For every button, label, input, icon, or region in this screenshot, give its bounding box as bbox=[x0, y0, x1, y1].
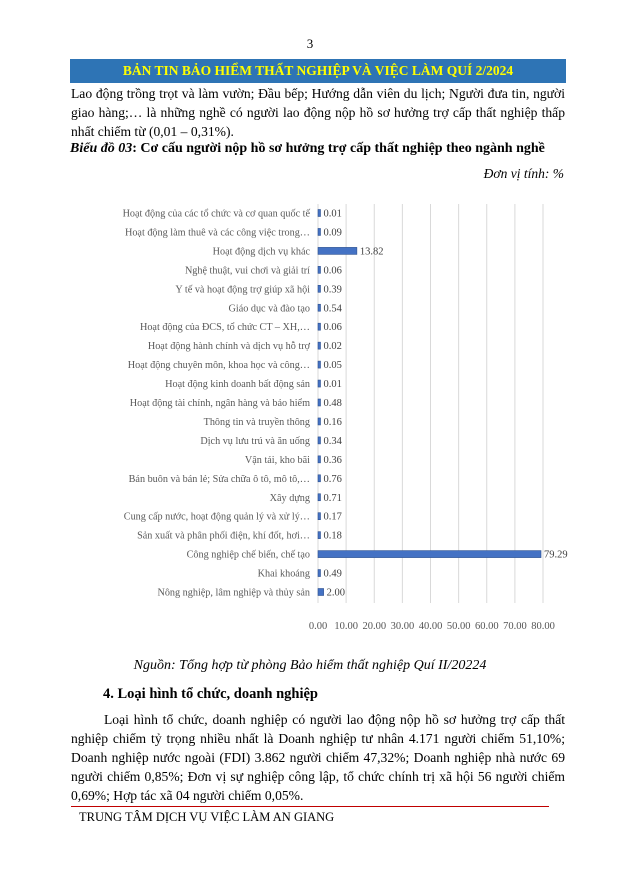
bar bbox=[318, 228, 321, 235]
data-label: 0.34 bbox=[323, 435, 342, 447]
x-tick-label: 0.00 bbox=[308, 621, 328, 632]
data-label: 0.71 bbox=[323, 492, 342, 504]
x-tick-label: 20.00 bbox=[362, 621, 387, 632]
body-paragraph: Loại hình tổ chức, doanh nghiệp có người lao động nộp hồ sơ hưởng trợ cấp thất nghiệp chiếm tỷ trọng nhiều nhất là Doanh nghiệp tư nhân 4.171 người chiếm 51,10%; Doanh nghiệp nước ngoài (FDI) 3.862 người chiếm 47,32%; Doanh nghiệp nhà nước 69 người chiếm 0,85%; Đơn vị sự nghiệp công lập, tổ chức chính trị xã hội 56 người chiếm 0,69%; Hợp tác xã 04 người chiếm 0,05%. bbox=[71, 712, 565, 803]
x-tick-label: 30.00 bbox=[390, 621, 415, 632]
category-label: Hoạt động của các tổ chức và cơ quan quốc tế bbox=[122, 208, 310, 220]
bar bbox=[318, 210, 321, 217]
data-label: 0.09 bbox=[323, 227, 342, 239]
category-label: Hoạt động tài chính, ngân hàng và bảo hiểm bbox=[129, 398, 310, 409]
bar bbox=[318, 285, 321, 292]
category-label: Vận tải, kho bãi bbox=[244, 454, 310, 466]
intro-paragraph: Lao động trồng trọt và làm vườn; Đầu bếp; Hướng dẫn viên du lịch; Người đưa tin, người giao hàng;… là những nghề có người lao động nộp hồ sơ hưởng trợ cấp thất nghiệp thấp nhất chiếm từ (0,01 – 0,31%). bbox=[71, 86, 565, 139]
category-label: Y tế và hoạt động trợ giúp xã hội bbox=[175, 284, 310, 296]
bar bbox=[318, 418, 321, 425]
category-label: Hoạt động dịch vụ khác bbox=[212, 246, 310, 258]
x-tick-label: 40.00 bbox=[418, 621, 443, 632]
data-label: 0.01 bbox=[323, 379, 342, 391]
bar bbox=[318, 380, 321, 387]
category-label: Nông nghiệp, lâm nghiệp và thủy sản bbox=[157, 587, 310, 599]
x-tick-label: 80.00 bbox=[531, 621, 555, 632]
category-label: Công nghiệp chế biến, chế tạo bbox=[186, 549, 310, 561]
bar bbox=[318, 399, 321, 406]
category-label: Hoạt động làm thuê và các công việc trong… bbox=[124, 227, 310, 239]
bar bbox=[318, 532, 321, 539]
category-label: Nghệ thuật, vui chơi và giải trí bbox=[184, 265, 310, 277]
bar bbox=[318, 247, 357, 254]
category-label: Hoạt động kinh doanh bất động sản bbox=[165, 379, 310, 391]
chart-source: Nguồn: Tổng hợp từ phòng Bảo hiểm thất nghiệp Quí II/20224 bbox=[133, 658, 487, 673]
x-tick-label: 60.00 bbox=[474, 621, 499, 632]
category-label: Hoạt động chuyên môn, khoa học và công… bbox=[127, 360, 310, 372]
footer-rule bbox=[71, 806, 549, 807]
bar bbox=[318, 456, 321, 463]
chart-heading-text: : Cơ cấu người nộp hồ sơ hưởng trợ cấp thất nghiệp theo ngành nghề bbox=[132, 141, 545, 156]
category-label: Thông tin và truyền thông bbox=[203, 416, 310, 428]
data-label: 0.16 bbox=[323, 416, 342, 428]
newsletter-banner: BẢN TIN BẢO HIỂM THẤT NGHIỆP VÀ VIỆC LÀM QUÍ 2/2024 bbox=[70, 59, 566, 83]
category-label: Hoạt động hành chính và dịch vụ hỗ trợ bbox=[147, 341, 310, 353]
data-label: 0.18 bbox=[323, 530, 342, 542]
page-number: 3 bbox=[306, 36, 314, 51]
category-label: Giáo dục và đào tạo bbox=[228, 303, 310, 315]
bar bbox=[318, 589, 324, 596]
data-label: 0.05 bbox=[323, 360, 342, 372]
data-label: 0.36 bbox=[323, 454, 342, 466]
footer-org: TRUNG TÂM DỊCH VỤ VIỆC LÀM AN GIANG bbox=[79, 810, 335, 824]
bar bbox=[318, 475, 321, 482]
data-label: 0.06 bbox=[323, 322, 342, 334]
industry-bar-chart bbox=[60, 190, 570, 645]
bar bbox=[318, 323, 321, 330]
data-label: 0.01 bbox=[323, 208, 342, 220]
data-label: 0.49 bbox=[323, 568, 342, 580]
category-label: Hoạt động của ĐCS, tổ chức CT – XH,… bbox=[139, 322, 310, 334]
data-label: 0.54 bbox=[323, 303, 342, 315]
chart-heading bbox=[70, 141, 570, 157]
category-label: Khai khoáng bbox=[257, 568, 310, 580]
category-label: Bán buôn và bán lẻ; Sửa chữa ô tô, mô tô,… bbox=[128, 473, 310, 485]
chart-heading-lead: Biểu đồ 03 bbox=[70, 141, 133, 156]
bar bbox=[318, 361, 321, 368]
unit-note: Đơn vị tính: % bbox=[483, 166, 564, 181]
section-heading: 4. Loại hình tổ chức, doanh nghiệp bbox=[103, 686, 318, 702]
bar bbox=[318, 513, 321, 520]
x-tick-label: 50.00 bbox=[446, 621, 471, 632]
bar bbox=[318, 494, 321, 501]
x-tick-label: 10.00 bbox=[334, 621, 358, 632]
data-label: 79.29 bbox=[544, 549, 568, 561]
data-label: 0.39 bbox=[323, 284, 342, 296]
category-label: Dịch vụ lưu trú và ăn uống bbox=[200, 435, 310, 447]
x-tick-label: 70.00 bbox=[503, 621, 527, 632]
bar bbox=[318, 266, 321, 273]
data-label: 2.00 bbox=[326, 587, 345, 599]
data-label: 0.48 bbox=[323, 398, 342, 409]
bar bbox=[318, 551, 541, 558]
chart-svg bbox=[60, 190, 570, 645]
bar bbox=[318, 570, 321, 577]
category-label: Cung cấp nước, hoạt động quản lý và xử lý… bbox=[123, 511, 310, 523]
category-label: Xây dựng bbox=[269, 492, 310, 504]
data-label: 0.17 bbox=[323, 511, 342, 523]
bar bbox=[318, 304, 321, 311]
category-label: Sản xuất và phân phối điện, khí đốt, hơi… bbox=[137, 530, 310, 542]
data-label: 13.82 bbox=[359, 246, 384, 258]
data-label: 0.06 bbox=[323, 265, 342, 277]
bar bbox=[318, 342, 321, 349]
bar bbox=[318, 437, 321, 444]
data-label: 0.02 bbox=[323, 341, 342, 353]
data-label: 0.76 bbox=[323, 473, 342, 485]
